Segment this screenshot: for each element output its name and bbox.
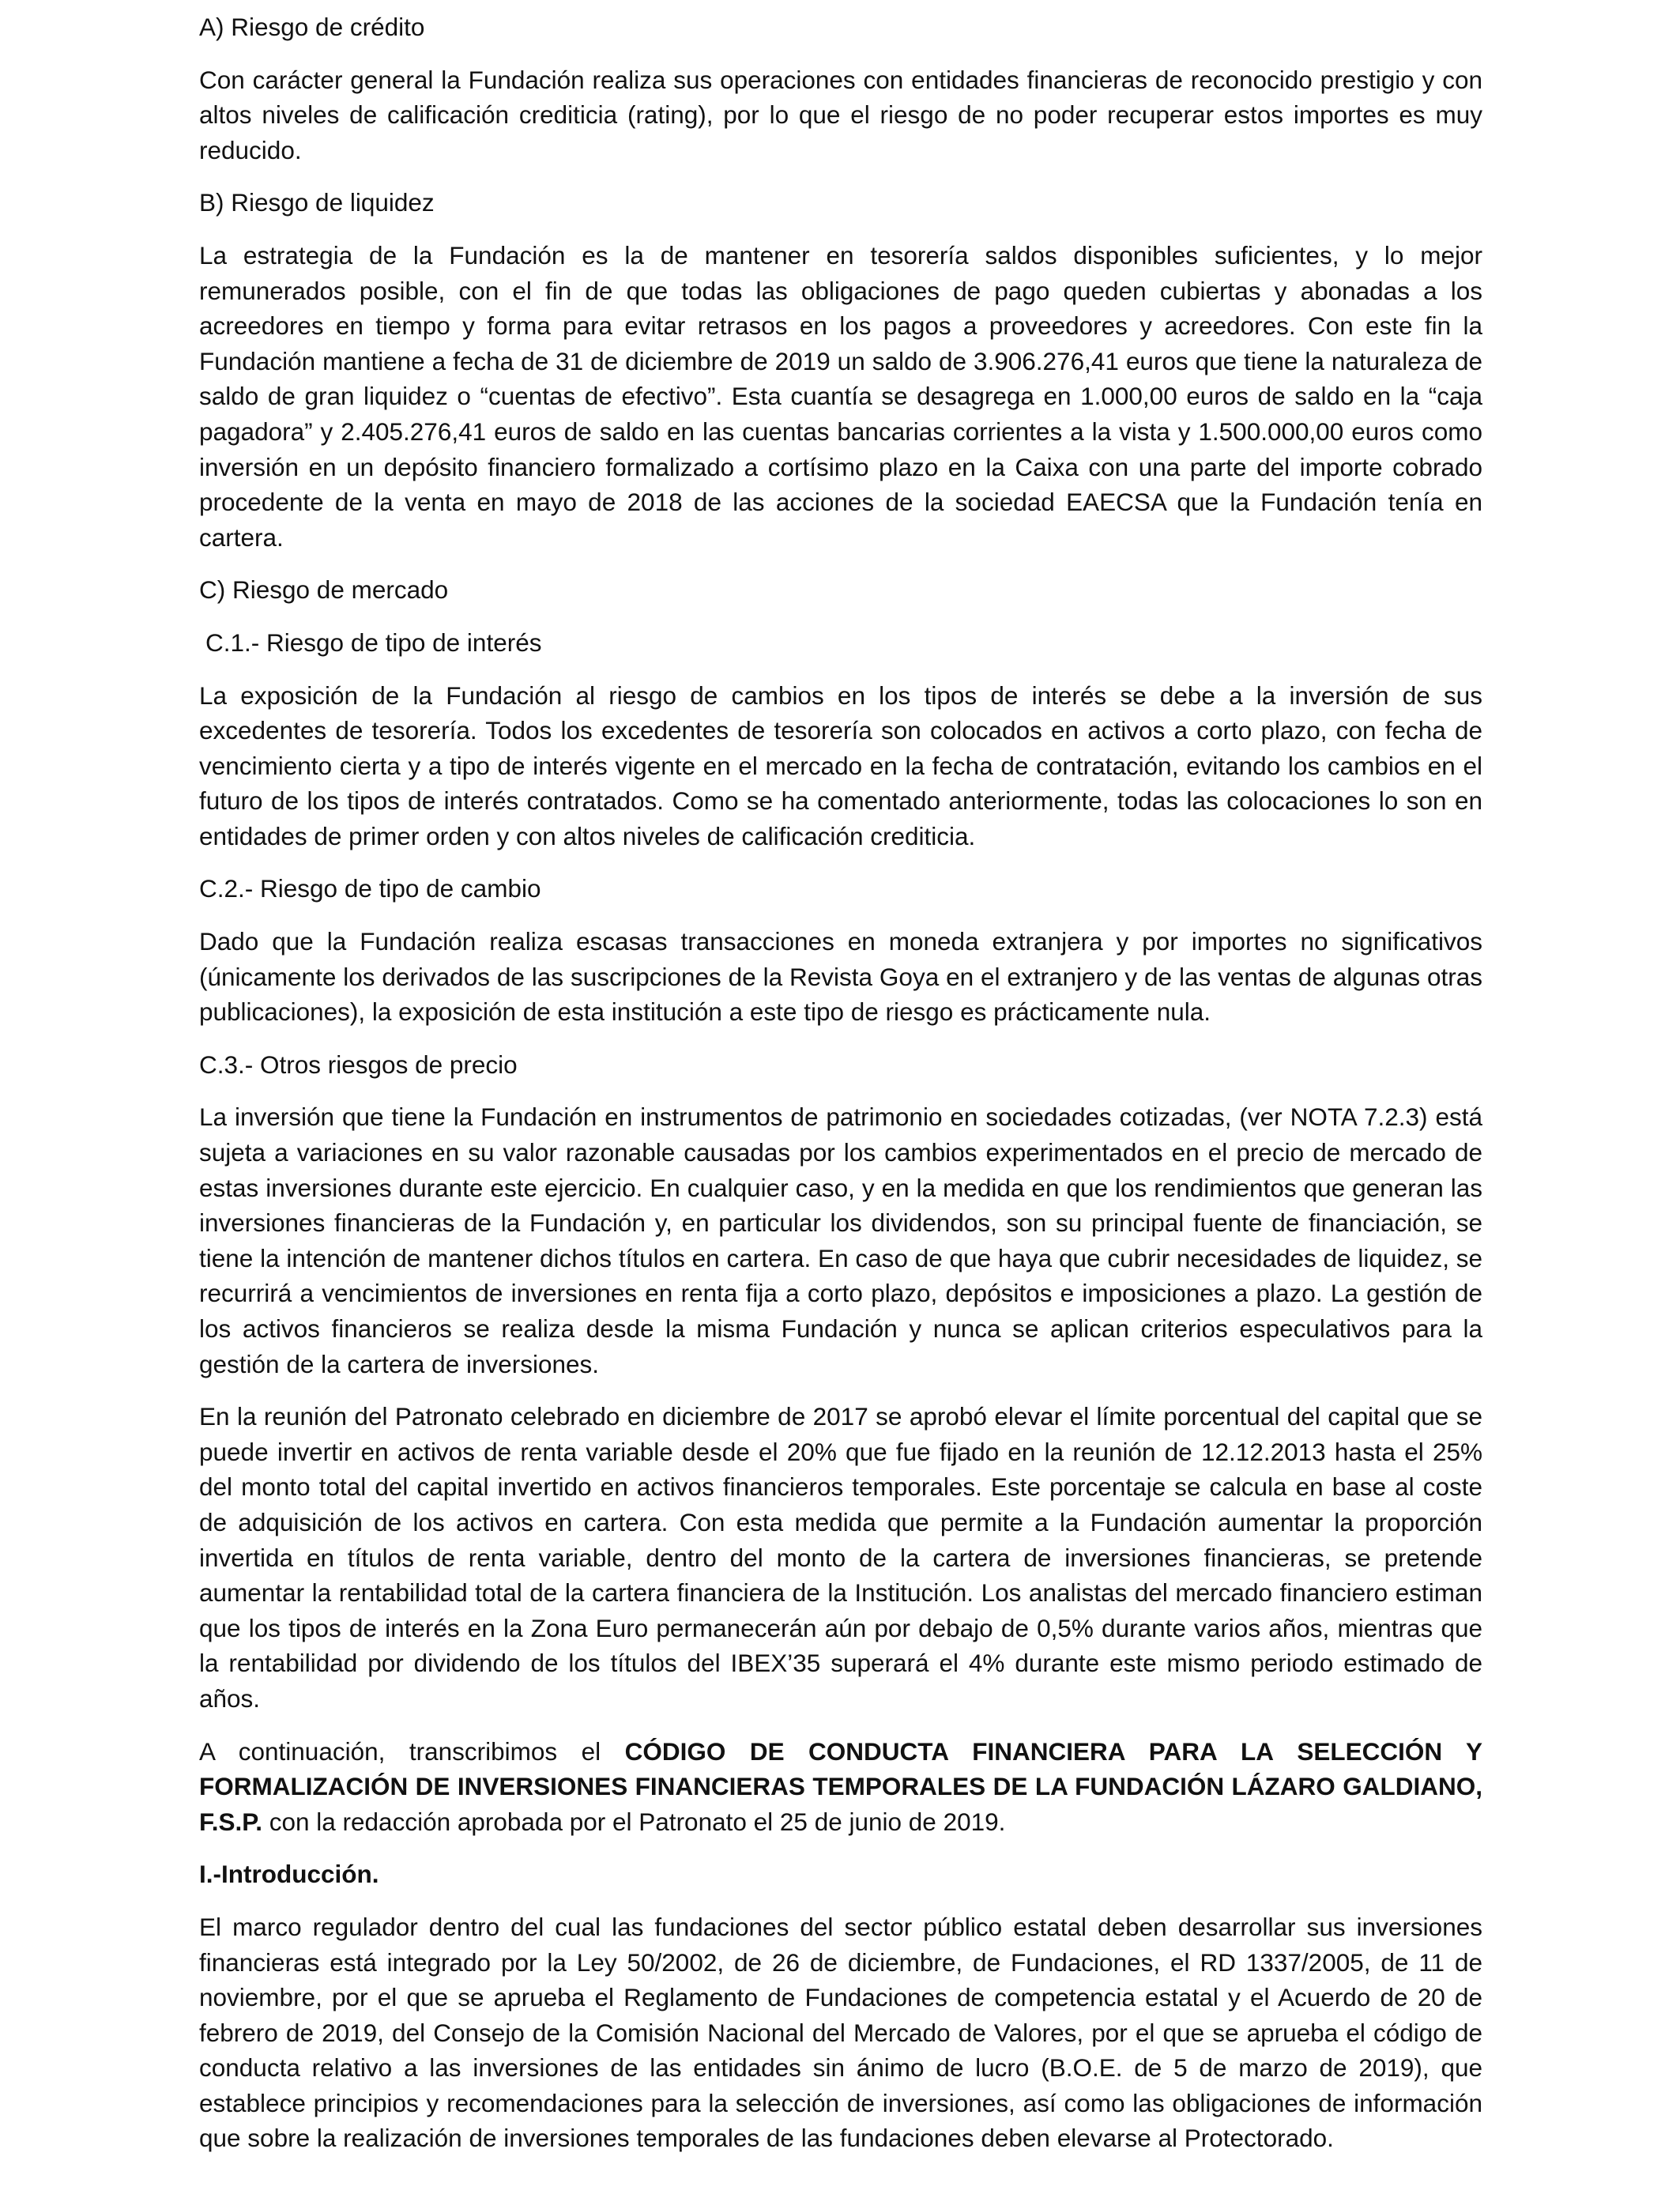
paragraph-credit-risk: Con carácter general la Fundación realiza sus operaciones con entidades financieras de reconocido prestigio y con altos niveles de calificación crediticia (rating), por lo que el riesgo de no poder recuperar estos importes es muy reducido. [199, 65, 1482, 164]
document-page [199, 0, 1482, 2156]
code-intro-tail: con la redacción aprobada por el Patronato el 25 de junio de 2019. [262, 1807, 1006, 1836]
heading-liquidity-risk: B) Riesgo de liquidez [199, 188, 435, 217]
heading-interest-rate-risk: C.1.- Riesgo de tipo de interés [205, 628, 542, 657]
code-intro-lead: A continuación, transcribimos el [199, 1736, 625, 1766]
code-title: CÓDIGO DE CONDUCTA FINANCIERA PARA LA SELECCIÓN Y FORMALIZACIÓN DE INVERSIONES FINANCIERAS TEMPORALES DE LA FUNDACIÓN LÁZARO GALDIANO, F.S.P. [199, 1736, 1482, 1836]
heading-other-price-risks: C.3.- Otros riesgos de precio [199, 1050, 518, 1079]
heading-exchange-rate-risk: C.2.- Riesgo de tipo de cambio [199, 874, 541, 903]
paragraph-patronato-limit: En la reunión del Patronato celebrado en diciembre de 2017 se aprobó elevar el límite porcentual del capital que se puede invertir en activos de renta variable desde el 20% que fue fijado en la reunión de 12.12.2013 hasta el 25% del monto total del capital invertido en activos financieros temporales. Este porcentaje se calcula en base al coste de adquisición de los activos en cartera. Con esta medida que permite a la Fundación aumentar la proporción invertida en títulos de renta variable, dentro del monto de la cartera de inversiones financieras, se pretende aumentar la rentabilidad total de la cartera financiera de la Institución. Los analistas del mercado financiero estiman que los tipos de interés en la Zona Euro permanecerán aún por debajo de 0,5% durante varios años, mientras que la rentabilidad por dividendo de los títulos del IBEX’35 superará el 4% durante este mismo periodo estimado de años. [199, 1402, 1482, 1713]
heading-introduction: I.-Introducción. [199, 1860, 379, 1889]
paragraph-other-price-risks: La inversión que tiene la Fundación en instrumentos de patrimonio en sociedades cotizadas, (ver NOTA 7.2.3) está sujeta a variaciones en su valor razonable causadas por los cambios experimentados en el precio de mercado de estas inversiones durante este ejercicio. En cualquier caso, y en la medida en que los rendimientos que generan las inversiones financieras de la Fundación y, en particular los dividendos, son su principal fuente de financiación, se tiene la intención de mantener dichos títulos en cartera. En caso de que haya que cubrir necesidades de liquidez, se recurrirá a vencimientos de inversiones en renta fija a corto plazo, depósitos e imposiciones a plazo. La gestión de los activos financieros se realiza desde la misma Fundación y nunca se aplican criterios especulativos para la gestión de la cartera de inversiones. [199, 1103, 1482, 1378]
paragraph-code-intro [199, 1734, 1482, 1840]
heading-market-risk: C) Riesgo de mercado [199, 575, 449, 605]
paragraph-liquidity-risk: La estrategia de la Fundación es la de mantener en tesorería saldos disponibles suficientes, y lo mejor remunerados posible, con el fin de que todas las obligaciones de pago queden cubiertas y abonadas a los acreedores en tiempo y forma para evitar retrasos en los pagos a proveedores y acreedores. Con este fin la Fundación mantiene a fecha de 31 de diciembre de 2019 un saldo de 3.906.276,41 euros que tiene la naturaleza de saldo de gran liquidez o “cuentas de efectivo”. Esta cuantía se desagrega en 1.000,00 euros de saldo en la “caja pagadora” y 2.405.276,41 euros de saldo en las cuentas bancarias corrientes a la vista y 1.500.000,00 euros como inversión en un depósito financiero formalizado a cortísimo plazo en la Caixa con una parte del importe cobrado procedente de la venta en mayo de 2018 de las acciones de la sociedad EAECSA que la Fundación tenía en cartera. [199, 240, 1482, 552]
paragraph-introduction: El marco regulador dentro del cual las fundaciones del sector público estatal deben desarrollar sus inversiones financieras está integrado por la Ley 50/2002, de 26 de diciembre, de Fundaciones, el RD 1337/2005, de 11 de noviembre, por el que se aprueba el Reglamento de Fundaciones de competencia estatal y el Acuerdo de 20 de febrero de 2019, del Consejo de la Comisión Nacional del Mercado de Valores, por el que se aprueba el código de conducta relativo a las inversiones de las entidades sin ánimo de lucro (B.O.E. de 5 de marzo de 2019), que establece principios y recomendaciones para la selección de inversiones, así como las obligaciones de información que sobre la realización de inversiones temporales de las fundaciones deben elevarse al Protectorado. [199, 1912, 1482, 2153]
paragraph-interest-rate-risk: La exposición de la Fundación al riesgo de cambios en los tipos de interés se debe a la inversión de sus excedentes de tesorería. Todos los excedentes de tesorería son colocados en activos a corto plazo, con fecha de vencimiento cierta y a tipo de interés vigente en el mercado en la fecha de contratación, evitando los cambios en el futuro de los tipos de interés contratados. Como se ha comentado anteriormente, todas las colocaciones lo son en entidades de primer orden y con altos niveles de calificación crediticia. [199, 680, 1482, 850]
paragraph-exchange-rate-risk: Dado que la Fundación realiza escasas transacciones en moneda extranjera y por importes no significativos (únicamente los derivados de las suscripciones de la Revista Goya en el extranjero y de las ventas de algunas otras publicaciones), la exposición de esta institución a este tipo de riesgo es prácticamente nula. [199, 927, 1482, 1027]
heading-credit-risk: A) Riesgo de crédito [199, 13, 425, 41]
